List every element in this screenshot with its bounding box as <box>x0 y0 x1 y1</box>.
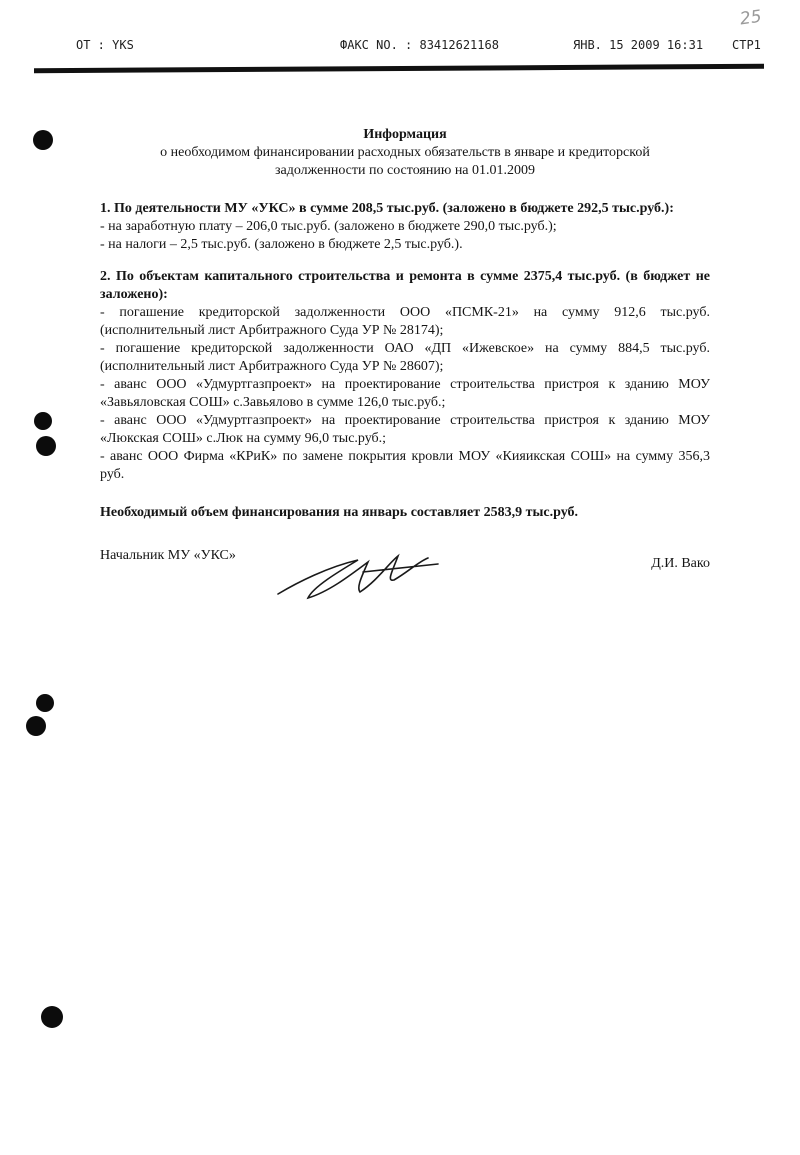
document-subtitle-line-1: о необходимом финансировании расходных обязательств в январе и кредиторской <box>160 145 650 160</box>
section-2-item: - аванс ООО «Удмуртгазпроект» на проектирование строительства пристроя к зданию МОУ «Завьяловская СОШ» с.Завьялово в сумме 126,0 тыс.руб.; <box>100 377 710 410</box>
total-financing: Необходимый объем финансирования на январь составляет 2583,9 тыс.руб. <box>100 505 579 520</box>
punch-hole-icon <box>26 716 46 736</box>
fax-number: ФАКС NO. : 83412621168 <box>340 38 499 52</box>
section-2-item: - аванс ООО «Удмуртгазпроект» на проектирование строительства пристроя к зданию МОУ «Люкская СОШ» с.Люк на сумму 96,0 тыс.руб.; <box>100 413 710 446</box>
signature-block <box>100 548 710 618</box>
document-title: Информация <box>363 127 447 142</box>
section-2-heading: 2. По объектам капитального строительства и ремонта в сумме 2375,4 тыс.руб. (в бюджет не заложено): <box>100 269 710 302</box>
document-subtitle-line-2: задолженности по состоянию на 01.01.2009 <box>274 163 536 178</box>
document-body <box>100 126 710 522</box>
signer-name: Д.И. Вако <box>651 556 710 571</box>
punch-hole-icon <box>36 694 54 712</box>
handwritten-page-note: 25 <box>738 6 763 30</box>
punch-hole-icon <box>41 1006 63 1028</box>
punch-hole-icon <box>36 436 56 456</box>
fax-page-number: СТР1 <box>732 38 761 52</box>
fax-date-time: ЯНВ. 15 2009 16:31 <box>573 38 704 52</box>
fax-from: OT : YKS <box>76 38 134 52</box>
signer-title: Начальник МУ «УКС» <box>100 548 236 563</box>
section-1-heading: 1. По деятельности МУ «УКС» в сумме 208,5 тыс.руб. (заложено в бюджете 292,5 тыс.руб.): <box>100 201 674 216</box>
section-2-item: - аванс ООО Фирма «КРиК» по замене покрытия кровли МОУ «Кияикская СОШ» на сумму 356,3 руб. <box>100 449 710 482</box>
punch-hole-icon <box>33 130 53 150</box>
section-2-item: - погашение кредиторской задолженности ОАО «ДП «Ижевское» на сумму 884,5 тыс.руб. (исполнительный лист Арбитражного Суда УР № 28607); <box>100 341 710 374</box>
section-2-item: - погашение кредиторской задолженности ООО «ПСМК-21» на сумму 912,6 тыс.руб. (исполнительный лист Арбитражного Суда УР № 28174); <box>100 305 710 338</box>
punch-hole-icon <box>34 412 52 430</box>
section-1-item: - на налоги – 2,5 тыс.руб. (заложено в бюджете 2,5 тыс.руб.). <box>100 237 463 252</box>
signature-icon <box>268 542 468 612</box>
section-1-item: - на заработную плату – 206,0 тыс.руб. (заложено в бюджете 290,0 тыс.руб.); <box>100 219 557 234</box>
